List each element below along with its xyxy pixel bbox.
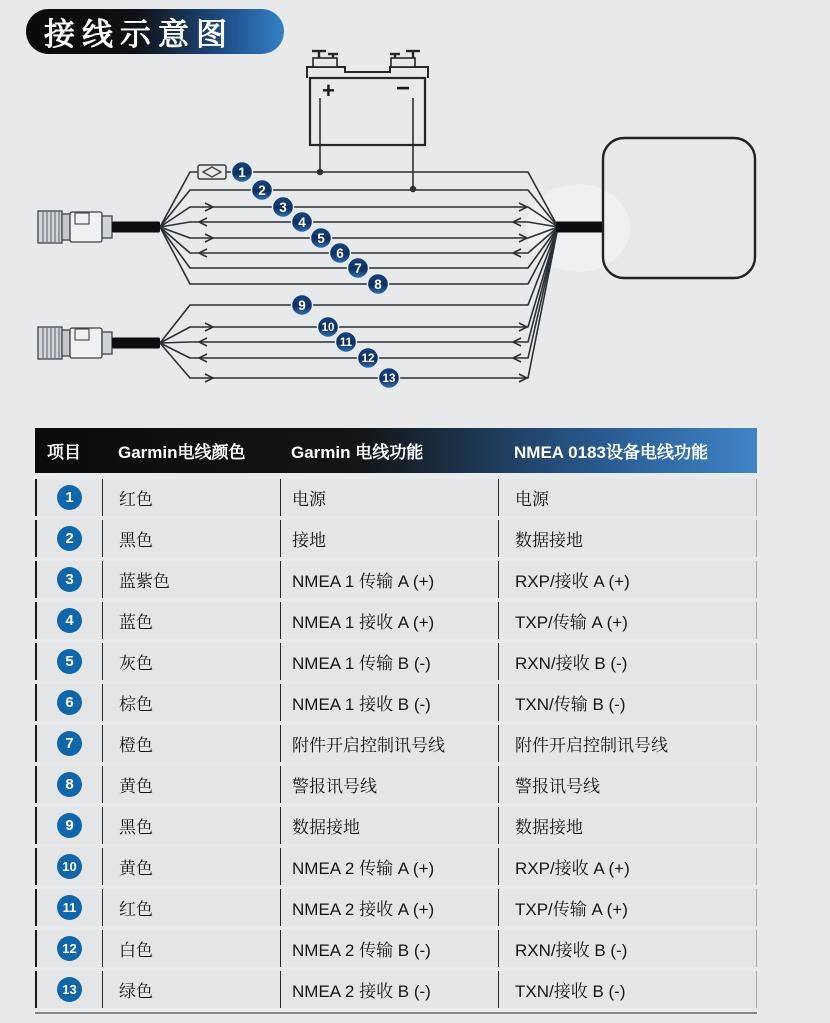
battery-negative-label: − bbox=[396, 75, 411, 102]
page-title-text: 接线示意图 bbox=[44, 17, 234, 52]
item-cell bbox=[37, 889, 102, 926]
wire-badge-number: 4 bbox=[298, 214, 306, 230]
table-body bbox=[35, 479, 757, 1014]
item-number-badge: 6 bbox=[57, 690, 82, 715]
table-header-row bbox=[35, 428, 757, 473]
item-cell bbox=[37, 725, 102, 762]
item-number-badge: 11 bbox=[57, 895, 82, 920]
table-row bbox=[35, 561, 757, 598]
item-number-badge: 4 bbox=[57, 608, 82, 633]
table-row bbox=[35, 520, 757, 557]
garmin-function-cell: 电源 bbox=[280, 479, 498, 516]
item-number-badge: 2 bbox=[57, 526, 82, 551]
nmea-function-cell: RXP/接收 A (+) bbox=[498, 561, 756, 598]
wire-badge-number: 1 bbox=[238, 164, 246, 180]
table-row bbox=[35, 684, 757, 721]
wire-badge-number: 2 bbox=[258, 182, 266, 198]
item-number-badge: 9 bbox=[57, 813, 82, 838]
item-cell bbox=[37, 848, 102, 885]
header-item: 项目 bbox=[47, 443, 81, 462]
wire-color-cell: 红色 bbox=[102, 479, 280, 516]
item-number-badge: 12 bbox=[57, 936, 82, 961]
wire-line-12 bbox=[160, 227, 558, 358]
wire-line-1 bbox=[160, 172, 558, 227]
item-cell bbox=[37, 561, 102, 598]
nmea-function-cell: RXN/接收 B (-) bbox=[498, 643, 756, 680]
table-row bbox=[35, 643, 757, 680]
garmin-function-cell: NMEA 1 传输 A (+) bbox=[280, 561, 498, 598]
item-number-badge: 1 bbox=[57, 485, 82, 510]
garmin-function-cell: NMEA 2 传输 A (+) bbox=[280, 848, 498, 885]
wire-color-cell: 黄色 bbox=[102, 848, 280, 885]
wire-badge-number: 5 bbox=[317, 230, 325, 246]
table-row bbox=[35, 889, 757, 926]
garmin-function-cell: 警报讯号线 bbox=[280, 766, 498, 803]
nmea-function-cell: TXP/传输 A (+) bbox=[498, 602, 756, 639]
nmea-function-cell: TXP/传输 A (+) bbox=[498, 889, 756, 926]
item-number-badge: 10 bbox=[57, 854, 82, 879]
wire-line-11 bbox=[160, 227, 558, 343]
garmin-function-cell: NMEA 2 接收 A (+) bbox=[280, 889, 498, 926]
item-number-badge: 3 bbox=[57, 567, 82, 592]
wire-badge-number: 12 bbox=[361, 353, 375, 365]
garmin-function-cell: NMEA 2 传输 B (-) bbox=[280, 930, 498, 967]
battery-bolt-icons bbox=[312, 51, 420, 58]
wire-color-cell: 黑色 bbox=[102, 520, 280, 557]
table-row bbox=[35, 479, 757, 516]
nmea-function-cell: RXN/接收 B (-) bbox=[498, 930, 756, 967]
item-cell bbox=[37, 602, 102, 639]
table-row bbox=[35, 807, 757, 844]
battery bbox=[307, 51, 428, 145]
header-garmin-color: Garmin电线颜色 bbox=[118, 443, 246, 462]
wire-badge-number: 13 bbox=[382, 373, 396, 385]
wire-line-6 bbox=[160, 227, 558, 253]
wire-line-5 bbox=[160, 227, 558, 238]
garmin-function-cell: NMEA 1 接收 A (+) bbox=[280, 602, 498, 639]
nmea-function-cell: TXN/接收 B (-) bbox=[498, 971, 756, 1008]
wire-badge-number: 9 bbox=[298, 297, 306, 313]
battery-positive-label: + bbox=[322, 78, 335, 103]
header-nmea-function: NMEA 0183设备电线功能 bbox=[514, 443, 708, 462]
wire-color-cell: 棕色 bbox=[102, 684, 280, 721]
wire-color-cell: 红色 bbox=[102, 889, 280, 926]
item-cell bbox=[37, 807, 102, 844]
device-cable bbox=[556, 222, 604, 233]
nmea-function-cell: 附件开启控制讯号线 bbox=[498, 725, 756, 762]
item-number-badge: 8 bbox=[57, 772, 82, 797]
junction-dot bbox=[410, 186, 416, 192]
wire-badge-number: 6 bbox=[336, 245, 344, 261]
wire-color-cell: 蓝色 bbox=[102, 602, 280, 639]
wire-badge-number: 7 bbox=[354, 260, 362, 276]
garmin-function-cell: 接地 bbox=[280, 520, 498, 557]
garmin-function-cell: 附件开启控制讯号线 bbox=[280, 725, 498, 762]
item-cell bbox=[37, 684, 102, 721]
nmea-function-cell: 数据接地 bbox=[498, 807, 756, 844]
item-cell bbox=[37, 643, 102, 680]
nmea-function-cell: RXP/接收 A (+) bbox=[498, 848, 756, 885]
item-cell bbox=[37, 971, 102, 1008]
wire-color-cell: 黄色 bbox=[102, 766, 280, 803]
wire-color-cell: 蓝紫色 bbox=[102, 561, 280, 598]
nmea-function-cell: 数据接地 bbox=[498, 520, 756, 557]
wire-badge-number: 8 bbox=[374, 276, 382, 292]
wire-badge-number: 10 bbox=[321, 322, 335, 334]
wire-line-3 bbox=[160, 207, 558, 227]
wire-number-badges bbox=[232, 162, 400, 389]
wire-color-cell: 灰色 bbox=[102, 643, 280, 680]
item-cell bbox=[37, 766, 102, 803]
wire-color-cell: 橙色 bbox=[102, 725, 280, 762]
nmea-device-box bbox=[603, 138, 755, 278]
wire-color-cell: 黑色 bbox=[102, 807, 280, 844]
table-row bbox=[35, 971, 757, 1008]
item-cell bbox=[37, 520, 102, 557]
item-cell bbox=[37, 930, 102, 967]
wire-badge-number: 11 bbox=[339, 337, 353, 349]
table-row bbox=[35, 848, 757, 885]
wiring-diagram bbox=[0, 0, 830, 430]
item-number-badge: 5 bbox=[57, 649, 82, 674]
wire-color-cell: 白色 bbox=[102, 930, 280, 967]
wire-line-4 bbox=[160, 222, 558, 227]
garmin-function-cell: 数据接地 bbox=[280, 807, 498, 844]
fuse-icon bbox=[198, 165, 226, 179]
table-row bbox=[35, 766, 757, 803]
wire-color-cell: 绿色 bbox=[102, 971, 280, 1008]
header-garmin-function: Garmin 电线功能 bbox=[291, 443, 424, 462]
wire-table bbox=[35, 428, 757, 1014]
table-row bbox=[35, 725, 757, 762]
item-cell bbox=[37, 479, 102, 516]
item-number-badge: 13 bbox=[57, 977, 82, 1002]
table-row bbox=[35, 930, 757, 967]
item-number-badge: 7 bbox=[57, 731, 82, 756]
table-row bbox=[35, 602, 757, 639]
wire-badge-number: 3 bbox=[279, 199, 287, 215]
wire-line-9 bbox=[160, 227, 558, 343]
garmin-function-cell: NMEA 2 接收 B (-) bbox=[280, 971, 498, 1008]
garmin-function-cell: NMEA 1 接收 B (-) bbox=[280, 684, 498, 721]
garmin-function-cell: NMEA 1 传输 B (-) bbox=[280, 643, 498, 680]
nmea-function-cell: 警报讯号线 bbox=[498, 766, 756, 803]
wire-line-10 bbox=[160, 227, 558, 343]
nmea-function-cell: TXN/传输 B (-) bbox=[498, 684, 756, 721]
junction-dot bbox=[317, 169, 323, 175]
cable-connector-1 bbox=[38, 211, 160, 243]
cable-connector-2 bbox=[38, 327, 160, 359]
nmea-function-cell: 电源 bbox=[498, 479, 756, 516]
